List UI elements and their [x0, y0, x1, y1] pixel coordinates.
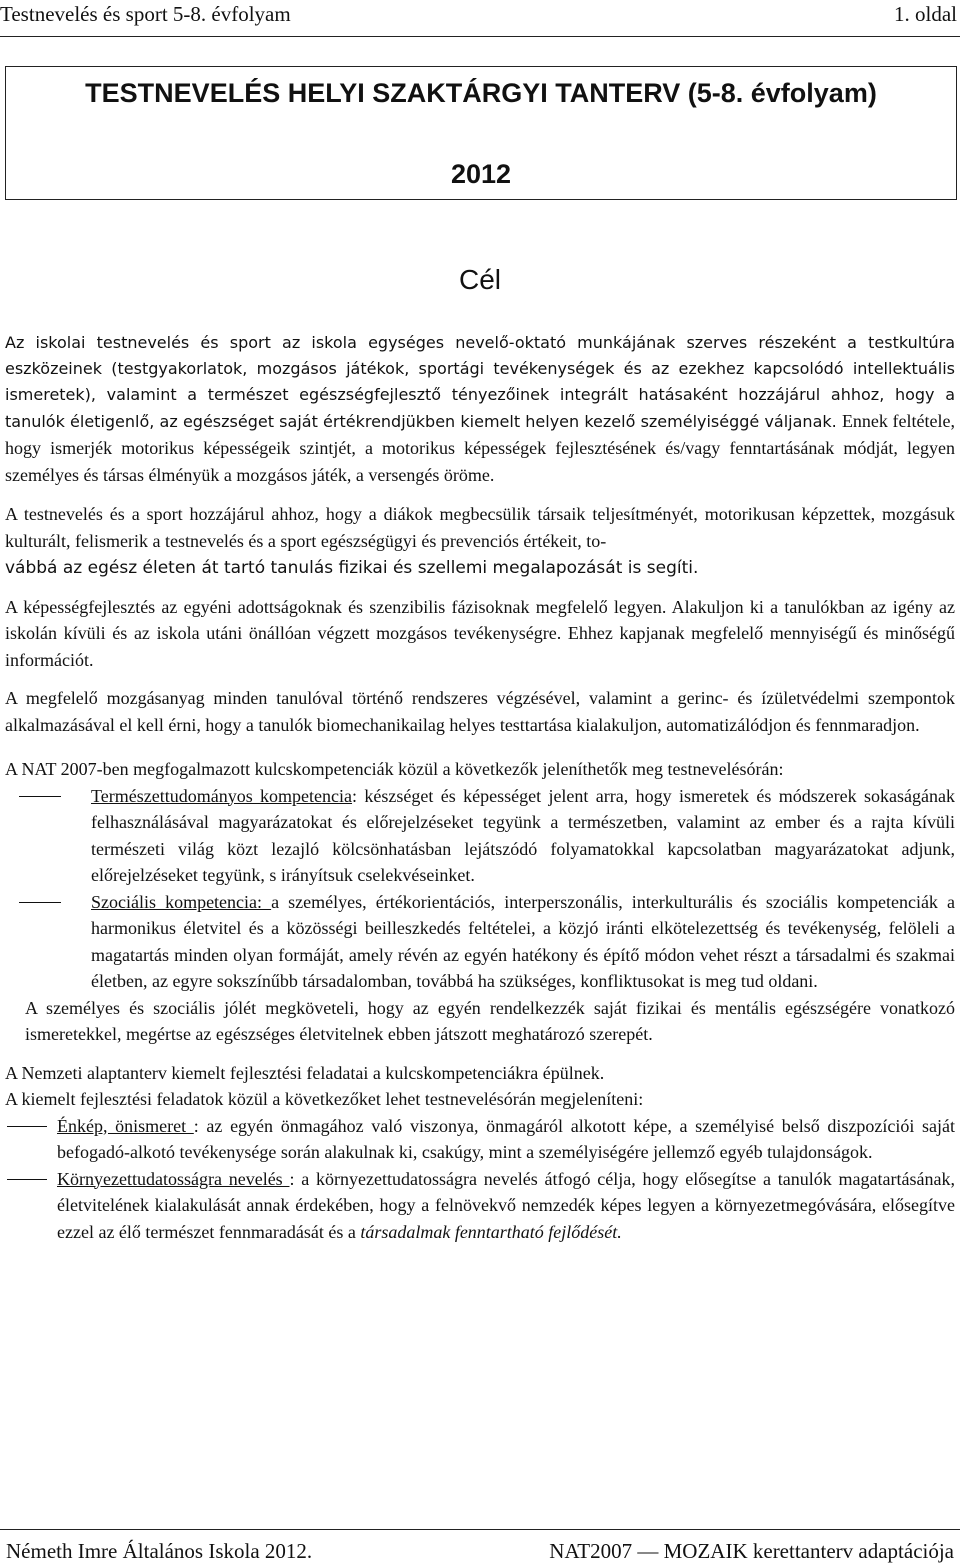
- paragraph-posture: A megfelelő mozgásanyag minden tanulóval történő rendszeres végzésével, valamint a gerinc- és ízületvédelmi szempontok alkalmazásával el kell érni, hogy a tanulók biomechanikailag helyes testtartása kialakuljon, automatizálódjon és fennmaradjon.: [5, 688, 955, 735]
- dash-bullet: [19, 796, 61, 797]
- section-title: Cél: [458, 264, 501, 295]
- competence-term: Szociális kompetencia:: [91, 891, 272, 912]
- competence-term: Természettudományos kompetencia: [91, 785, 353, 806]
- competence-item: [5, 783, 955, 889]
- paragraph-wellbeing: A személyes és szociális jólét megköveteli, hogy az egyén rendelkezzék saját fizikai és mentális egészségére vonatkozó ismeretekkel, megértse az egészséges életvitelnek ebben játszott meghatározó szerepét.: [25, 997, 955, 1044]
- paragraph-intro: [5, 330, 955, 489]
- title-box: [5, 66, 957, 200]
- competence-separator: :: [352, 785, 365, 806]
- paragraph-nat: A NAT 2007-ben megfogalmazott kulcskompetenciák közül a következők jeleníthetők meg testnevelésórán:: [5, 759, 784, 779]
- competence-text: a személyes, értékorientációs, interperszonális, interkulturális és szociális kompetenciák a harmonikus életvitel és a közösségi beilleszkedés feltételei, a közjó iránti elkötelezettség és tevékenység, felöleli a magatartás minden olyan formáját, amely révén az egyén hatékony és építő módon vehet részt a társadalmi és szakmai életben, az egyre sokszínűbb társadalomban, továbbá ha szükséges, konfliktusokat is meg tud oldani.: [91, 891, 955, 991]
- paragraph-skills: A képességfejlesztés az egyéni adottságoknak és szenzibilis fázisoknak megfelelő legyen. Alakuljon ki a tanulókban az igény az iskolán kívüli és az iskola utáni önállóan végzett mozgásos tevékenységre. Ehhez kapjanak megfelelő mennyiségű és minőségű információt.: [5, 596, 955, 670]
- dash-bullet: [7, 1126, 47, 1127]
- task-term: Énkép, önismeret: [57, 1115, 194, 1136]
- competence-item: [5, 889, 955, 995]
- page-number: 1. oldal: [894, 2, 957, 26]
- paragraph-contribution: [5, 501, 955, 582]
- task-text: : az egyén önmagához való viszonya, önmagáról alkotott képe, a személyisé belső diszpozíciói saját befogadó-alkotó tevékenysége során alakulnak ki, csakúgy, mint a személyiségére jellemző egyéb tulajdonságok.: [57, 1115, 956, 1162]
- header-title: Testnevelés és sport 5-8. évfolyam: [0, 2, 291, 26]
- paragraph-intro-condition: Ennek feltétele, hogy ismerjék motorikus képességeik szintjét, a motorikus képességek fejlesztésének és/vagy fenntartásának módját, legyen személyes és társas élményük a mozgásos játék, a versengés öröme.: [5, 411, 955, 485]
- paragraph-intro-text: Az iskolai testnevelés és sport az iskola egységes nevelő-oktató munkájának szerves részeként a testkultúra eszközeinek (testgyakorlatok, mozgásos játékok, sportági tevékenységek és az ezekhez kapcsolódó intellektuális ismeretek), valamint a természet egészségfejlesztő tényezőinek integrált hatásaként hozzájárul ahhoz, hogy a tanulók életigenlő, az egészséget saját értékrendjükben kiemelt helyen kezelő személyiséggé váljanak.: [5, 333, 955, 431]
- task-text: : a környezettudatosságra nevelés átfogó célja, hogy elősegítse a tanulók magatartásának, életvitelének kialakulását annak érdekében, hogy a felnövekvő nemzedék képes legyen a környezetmegóvására, elősegítve ezzel az élő természet fennmaradását és a: [57, 1168, 955, 1242]
- paragraph-contribution-a: A testnevelés és a sport hozzájárul ahhoz, hogy a diákok megbecsülik társaik teljesítményét, motorikusan képzettek, mozgásuk kulturált, felismerik a testnevelés és a sport egészségügyi és prevenciós értékeit, to-: [5, 504, 955, 551]
- paragraph-tasks-intro: A kiemelt fejlesztési feladatok közül a következőket lehet testnevelésórán megjeleníteni:: [5, 1089, 644, 1109]
- competence-text: készséget és képességet jelent arra, hogy ismeretek és módszerek sokaságának felhasználásával magyarázatokat és előrejelzéseket tegyünk a természetben, valamint az ember és a rajta kívüli természeti világ közt lezajló kölcsönhatásban lejátszódó folyamatokkal kapcsolatban magyarázatokat adjunk, előrejelzéseket tegyünk, s irányítsuk cselekvéseinket.: [91, 785, 955, 885]
- document-title: TESTNEVELÉS HELYI SZAKTÁRGYI TANTERV (5-8. évfolyam): [85, 78, 877, 108]
- paragraph-nat-tasks: A Nemzeti alaptanterv kiemelt fejlesztési feladatai a kulcskompetenciákra épülnek.: [5, 1062, 605, 1083]
- page-footer: [0, 1529, 960, 1568]
- task-term: Környezettudatosságra nevelés: [57, 1168, 290, 1189]
- dash-bullet: [7, 1179, 47, 1180]
- footer-source: NAT2007 — MOZAIK kerettanterv adaptációja: [549, 1539, 954, 1563]
- document-year: 2012: [450, 159, 512, 189]
- paragraph-contribution-b: vábbá az egész életen át tartó tanulás fizikai és szellemi megalapozását is segíti.: [5, 558, 699, 578]
- task-text-italic: társadalmak fenntartható fejlődését.: [360, 1221, 622, 1242]
- task-item: [5, 1113, 955, 1166]
- dash-bullet: [19, 902, 61, 903]
- footer-school: Németh Imre Általános Iskola 2012.: [6, 1539, 313, 1563]
- task-item: [5, 1166, 955, 1246]
- document-body: [5, 330, 955, 1245]
- page-header: [0, 0, 960, 37]
